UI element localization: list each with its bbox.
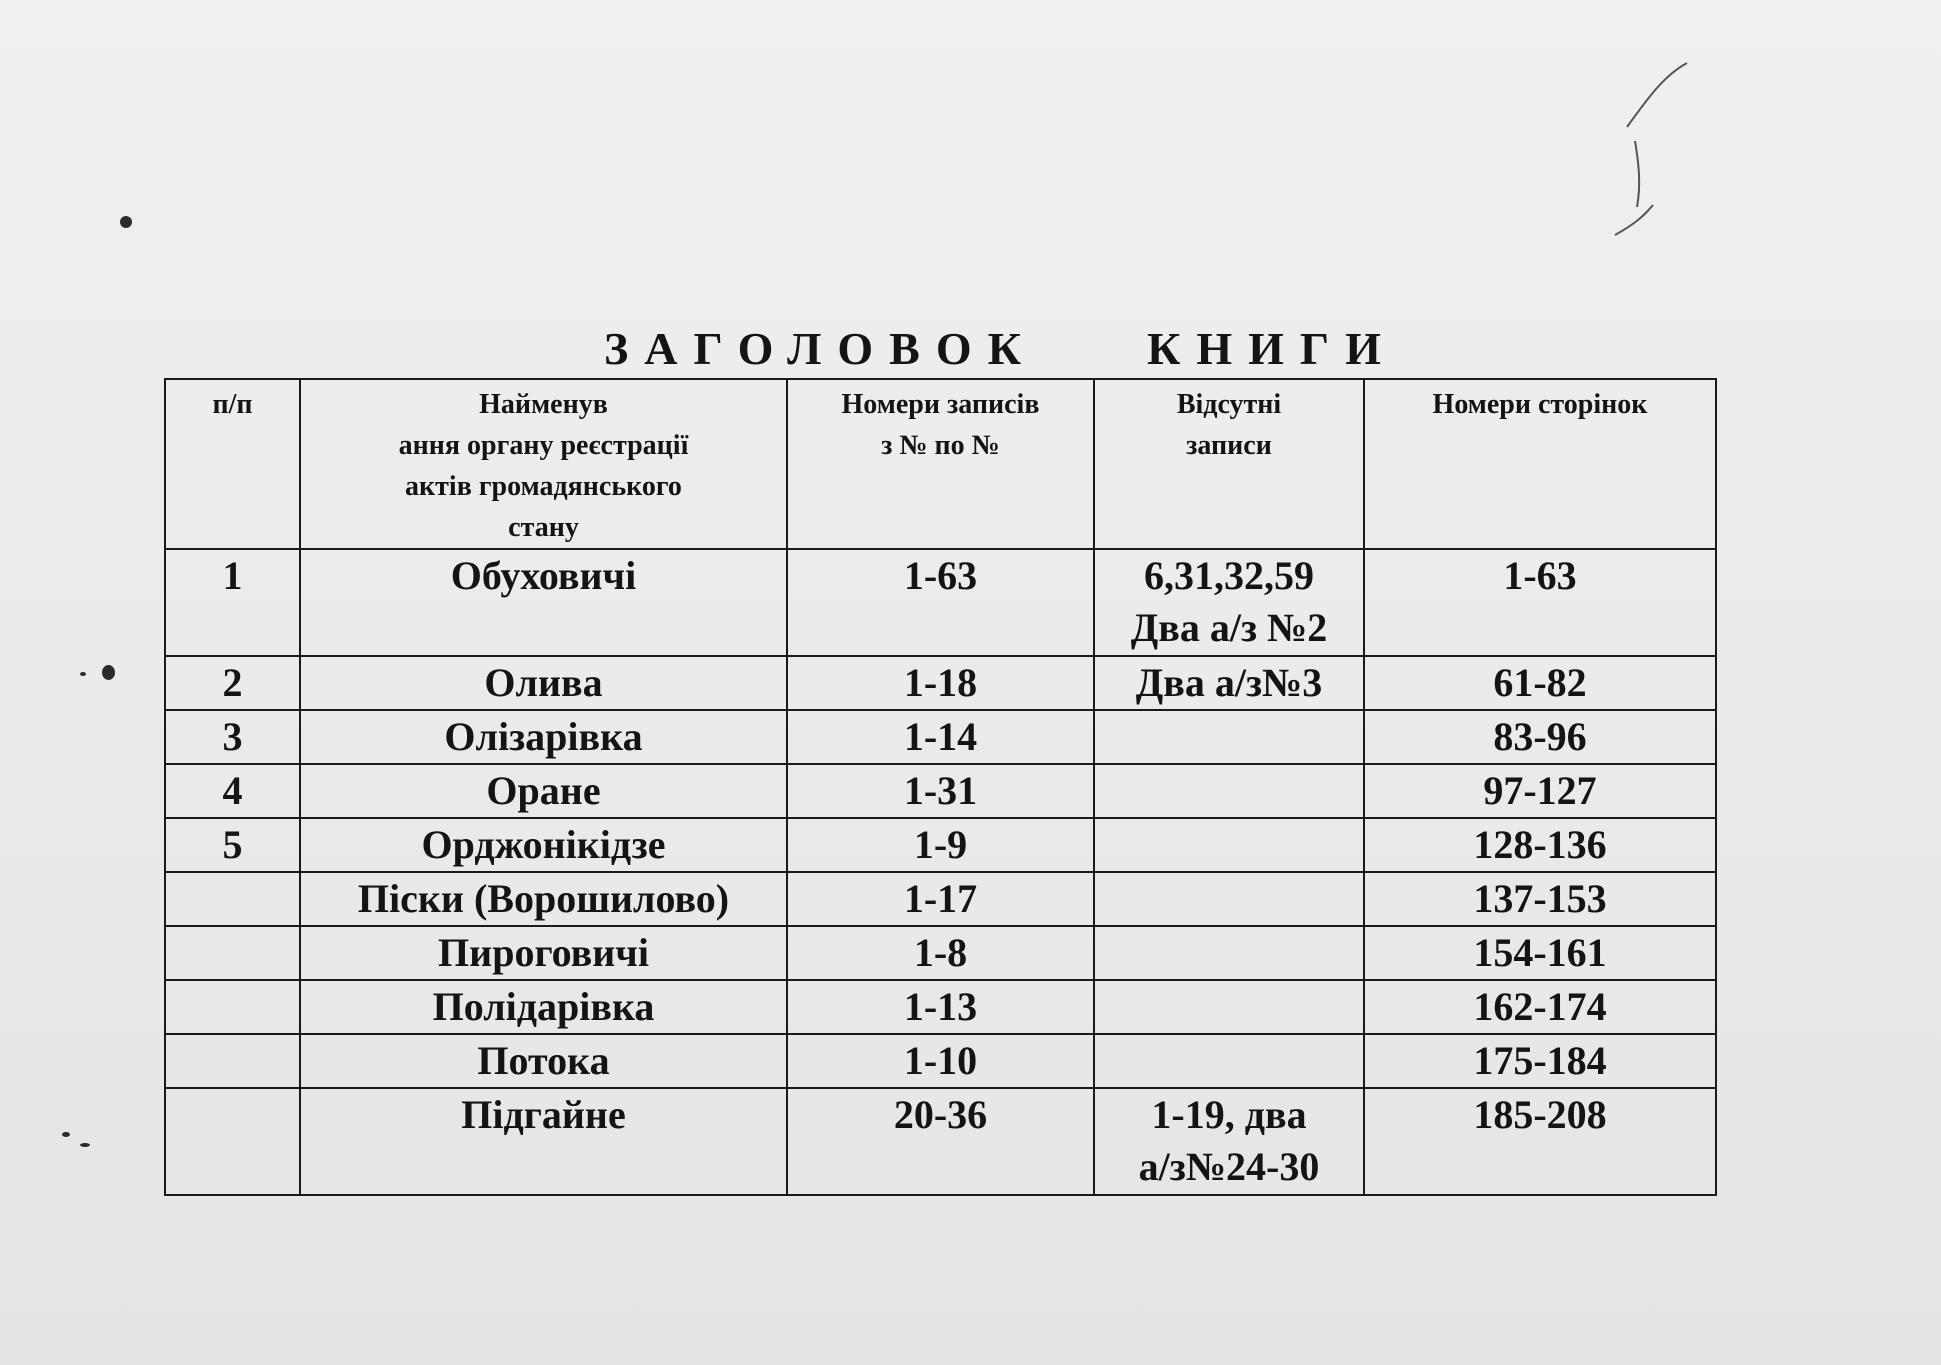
table-row [165, 764, 1716, 818]
registry-name-cell: Оране [300, 764, 787, 818]
table-row [165, 818, 1716, 872]
header-page-numbers: Номери сторінок [1364, 379, 1716, 549]
record-numbers-cell: 1-13 [787, 980, 1094, 1034]
page-numbers-cell: 128-136 [1364, 818, 1716, 872]
book-contents-table [164, 378, 1717, 1196]
missing-records-cell [1094, 818, 1364, 872]
row-number-cell [165, 1034, 300, 1088]
row-number-cell: 5 [165, 818, 300, 872]
record-numbers-cell: 1-31 [787, 764, 1094, 818]
record-numbers-cell: 1-9 [787, 818, 1094, 872]
page-numbers-cell: 154-161 [1364, 926, 1716, 980]
header-record-numbers: Номери записів з № по № [787, 379, 1094, 549]
page-numbers-cell: 83-96 [1364, 710, 1716, 764]
row-number-cell [165, 1088, 300, 1195]
handwritten-mark [1595, 55, 1705, 245]
record-numbers-cell: 1-14 [787, 710, 1094, 764]
table-row [165, 1088, 1716, 1195]
registry-name-cell: Обуховичі [300, 549, 787, 656]
missing-records-cell: 6,31,32,59 Два а/з №2 [1094, 549, 1364, 656]
row-number-cell: 3 [165, 710, 300, 764]
page-numbers-cell: 175-184 [1364, 1034, 1716, 1088]
missing-records-cell [1094, 872, 1364, 926]
table-row [165, 1034, 1716, 1088]
registry-name-cell: Орджонікідзе [300, 818, 787, 872]
registry-name-cell: Підгайне [300, 1088, 787, 1195]
page-numbers-cell: 97-127 [1364, 764, 1716, 818]
page-numbers-cell: 162-174 [1364, 980, 1716, 1034]
table-row [165, 710, 1716, 764]
registry-name-cell: Олива [300, 656, 787, 710]
missing-records-cell [1094, 980, 1364, 1034]
table-row [165, 926, 1716, 980]
registry-name-cell: Потока [300, 1034, 787, 1088]
punch-hole [102, 665, 115, 680]
missing-records-cell [1094, 710, 1364, 764]
row-number-cell [165, 980, 300, 1034]
missing-records-cell [1094, 764, 1364, 818]
page-numbers-cell: 185-208 [1364, 1088, 1716, 1195]
missing-records-cell [1094, 926, 1364, 980]
punch-hole [120, 216, 132, 228]
page-numbers-cell: 137-153 [1364, 872, 1716, 926]
record-numbers-cell: 1-10 [787, 1034, 1094, 1088]
missing-records-cell: 1-19, два а/з№24-30 [1094, 1088, 1364, 1195]
page-numbers-cell: 61-82 [1364, 656, 1716, 710]
header-missing-records: Відсутні записи [1094, 379, 1364, 549]
table-header-row [165, 379, 1716, 549]
record-numbers-cell: 1-17 [787, 872, 1094, 926]
row-number-cell: 2 [165, 656, 300, 710]
table-row [165, 656, 1716, 710]
missing-records-cell: Два а/з№3 [1094, 656, 1364, 710]
table-row [165, 980, 1716, 1034]
registry-name-cell: Полідарівка [300, 980, 787, 1034]
row-number-cell [165, 872, 300, 926]
record-numbers-cell: 1-18 [787, 656, 1094, 710]
record-numbers-cell: 1-63 [787, 549, 1094, 656]
registry-name-cell: Олізарівка [300, 710, 787, 764]
row-number-cell [165, 926, 300, 980]
registry-name-cell: Пироговичі [300, 926, 787, 980]
header-registry-name: Найменув ання органу реєстрації актів громадянського стану [300, 379, 787, 549]
table-row [165, 549, 1716, 656]
row-number-cell: 4 [165, 764, 300, 818]
record-numbers-cell: 20-36 [787, 1088, 1094, 1195]
punch-hole [80, 672, 86, 676]
table-row [165, 872, 1716, 926]
record-numbers-cell: 1-8 [787, 926, 1094, 980]
header-number: п/п [165, 379, 300, 549]
punch-hole [80, 1143, 90, 1147]
missing-records-cell [1094, 1034, 1364, 1088]
punch-hole [62, 1132, 70, 1137]
registry-name-cell: Піски (Ворошилово) [300, 872, 787, 926]
row-number-cell: 1 [165, 549, 300, 656]
page-numbers-cell: 1-63 [1364, 549, 1716, 656]
book-title: ЗАГОЛОВОК КНИГИ [604, 323, 1397, 374]
